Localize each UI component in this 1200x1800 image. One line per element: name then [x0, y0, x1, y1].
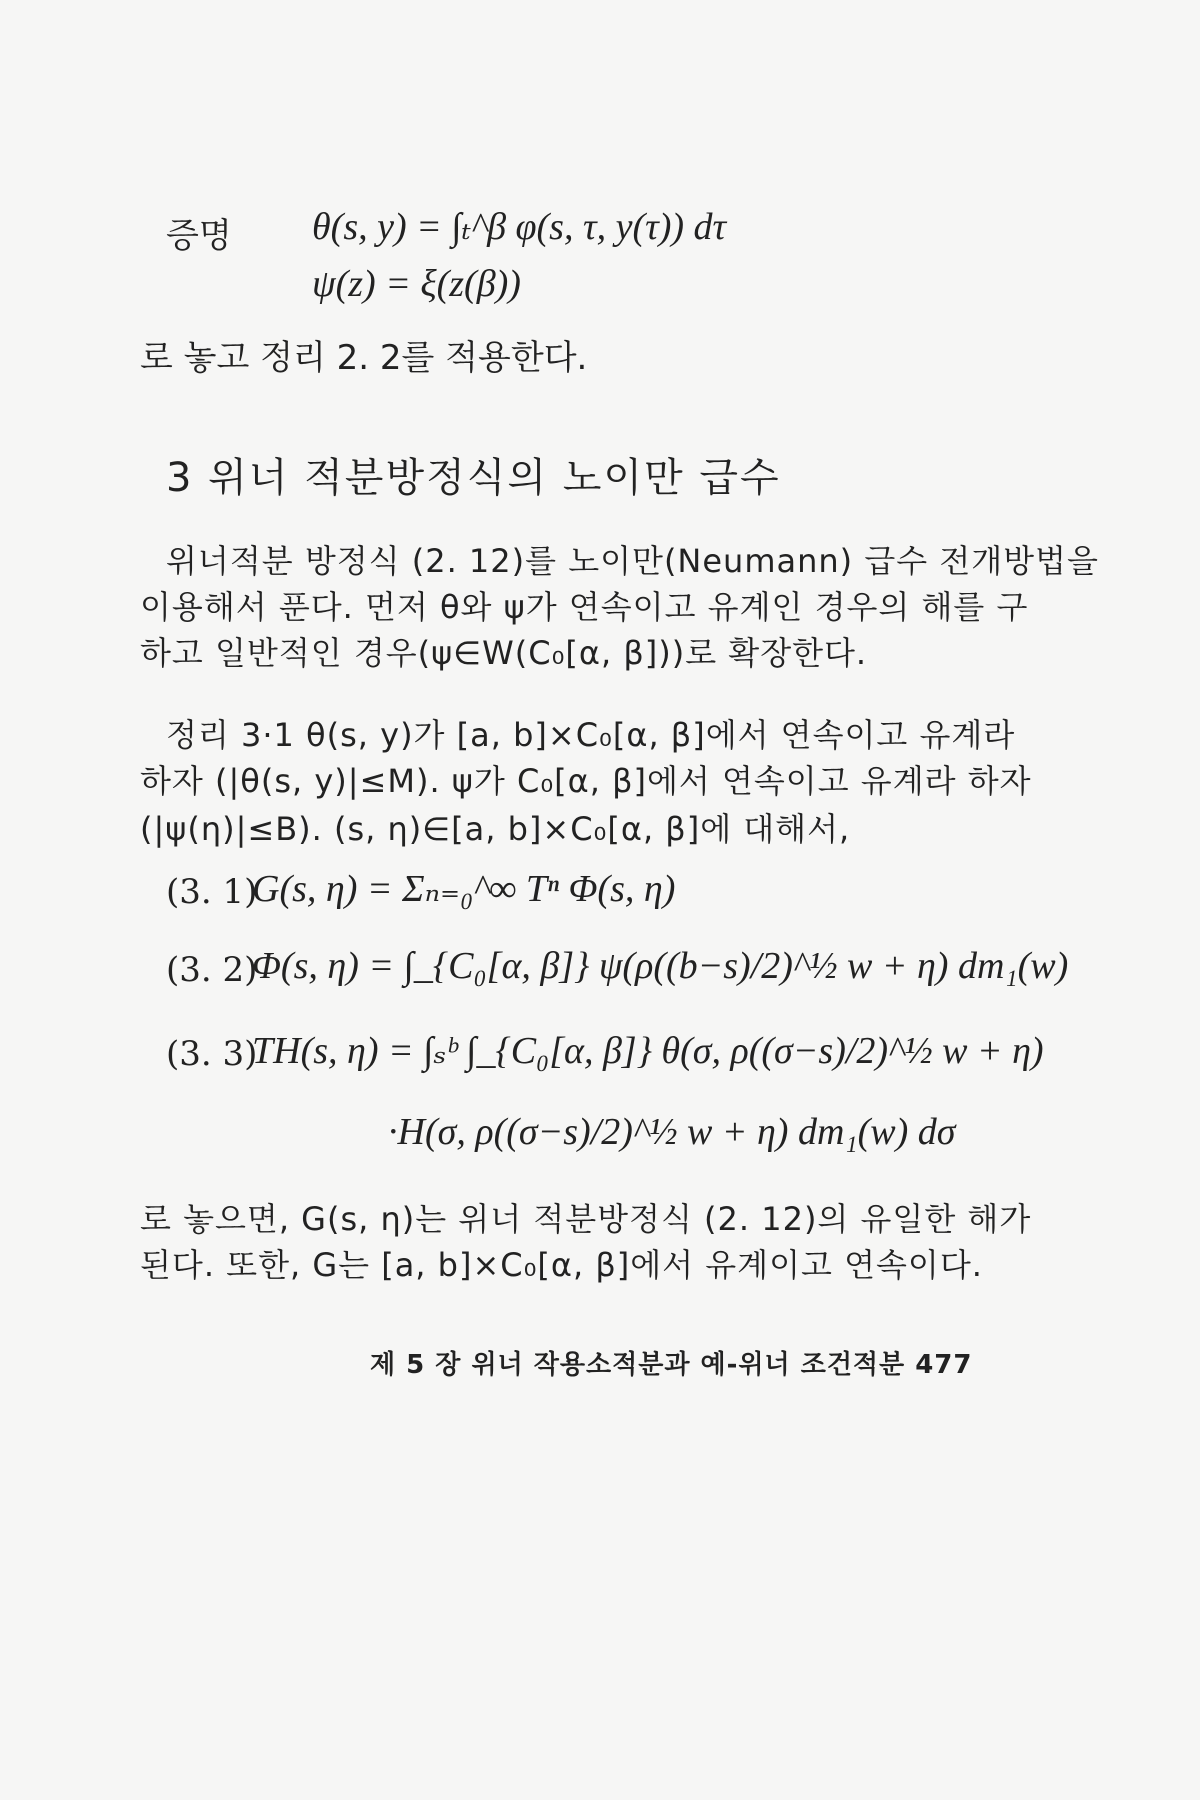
theorem-line-2: 하자 (|θ(s, y)|≤M). ψ가 C₀[α, β]에서 연속이고 유계라 하자: [140, 762, 1032, 800]
page-footer: 제 5 장 위너 작용소적분과 예-위너 조건적분 477: [370, 1350, 973, 1380]
equation-3-3-continuation: ·H(σ, ρ((σ−s)/2)^½ w + η) dm₁(w) dσ: [388, 1111, 956, 1153]
equation-3-2-label: (3. 2): [166, 950, 258, 990]
proof-equation-theta: θ(s, y) = ∫ₜ^β φ(s, τ, y(τ)) dτ: [312, 206, 727, 248]
equation-3-1-label: (3. 1): [166, 872, 258, 912]
closing-line-2: 된다. 또한, G는 [a, b]×C₀[α, β]에서 유계이고 연속이다.: [140, 1246, 983, 1284]
proof-equation-psi: ψ(z) = ξ(z(β)): [312, 263, 521, 305]
section-paragraph-line-1: 위너적분 방정식 (2. 12)를 노이만(Neumann) 급수 전개방법을: [166, 542, 1099, 580]
equation-3-3: TH(s, η) = ∫ₛᵇ ∫_{C₀[α, β]} θ(σ, ρ((σ−s)/2)^½ w + η): [252, 1030, 1044, 1072]
theorem-line-1: 정리 3·1 θ(s, y)가 [a, b]×C₀[α, β]에서 연속이고 유계라: [166, 716, 1016, 754]
section-paragraph-line-2: 이용해서 푼다. 먼저 θ와 ψ가 연속이고 유계인 경우의 해를 구: [140, 588, 1029, 626]
proof-conclusion: 로 놓고 정리 2. 2를 적용한다.: [140, 338, 588, 378]
equation-3-3-label: (3. 3): [166, 1034, 258, 1074]
closing-line-1: 로 놓으면, G(s, η)는 위너 적분방정식 (2. 12)의 유일한 해가: [140, 1200, 1032, 1238]
equation-3-2: Φ(s, η) = ∫_{C₀[α, β]} ψ(ρ((b−s)/2)^½ w + η) dm₁(w): [252, 945, 1069, 987]
section-paragraph-line-3: 하고 일반적인 경우(ψ∈W(C₀[α, β]))로 확장한다.: [140, 634, 868, 672]
theorem-line-3: (|ψ(η)|≤B). (s, η)∈[a, b]×C₀[α, β]에 대해서,: [140, 810, 851, 848]
section-title: 3 위너 적분방정식의 노이만 급수: [166, 455, 781, 501]
proof-label: 증명: [166, 216, 232, 256]
equation-3-1: G(s, η) = Σₙ₌₀^∞ Tⁿ Φ(s, η): [252, 868, 676, 910]
